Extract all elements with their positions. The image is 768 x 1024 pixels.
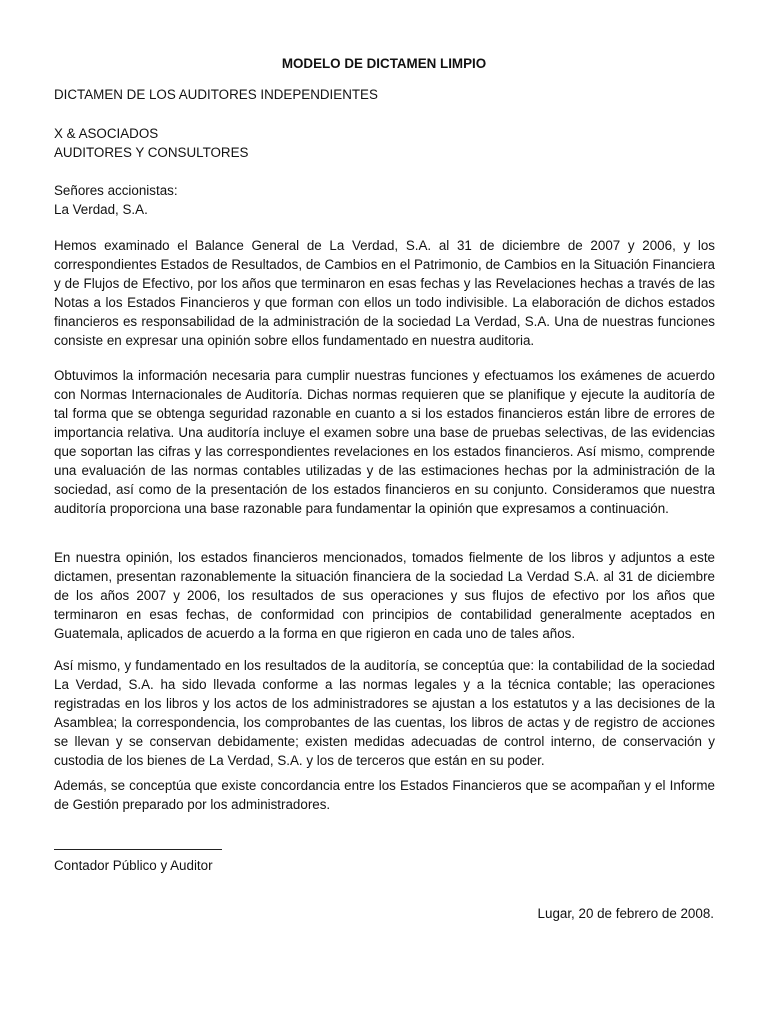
firm-type: AUDITORES Y CONSULTORES [54, 145, 249, 160]
document-title: MODELO DE DICTAMEN LIMPIO [281, 56, 487, 71]
report-heading: DICTAMEN DE LOS AUDITORES INDEPENDIENTES [54, 87, 378, 102]
paragraph-opinion: En nuestra opinión, los estados financieros mencionados, tomados fielmente de los libros y adjuntos a este dictamen, presentan razonablemente la situación financiera de la sociedad La Verdad S.A. al 31 de diciembre de los años 2007 y 2006, los resultados de sus operaciones y sus flujos de efectivo por los años que terminaron en esas fechas, de conformidad con principios de contabilidad generalmente aceptados en Guatemala, aplicados de acuerdo a la forma en que rigieron en cada uno de tales años. [54, 550, 715, 641]
paragraph-concordance: Además, se conceptúa que existe concordancia entre los Estados Financieros que se acompañan y el Informe de Gestión preparado por los administradores. [54, 778, 715, 812]
signature-line [54, 849, 222, 850]
paragraph-examination: Hemos examinado el Balance General de La Verdad, S.A. al 31 de diciembre de 2007 y 2006, y los correspondientes Estados de Resultados, de Cambios en el Patrimonio, de Cambios en la Situación Financiera y de Flujos de Efectivo, por los años que terminaron en esas fechas y las Revelaciones hechas a través de las Notas a los Estados Financieros y que forman con ellos un todo indivisible. La elaboración de dichos estados financieros es responsabilidad de la administración de la sociedad La Verdad, S.A. Una de nuestras funciones consiste en expresar una opinión sobre ellos fundamentado en nuestra auditoria. [54, 238, 715, 348]
paragraph-scope: Obtuvimos la información necesaria para cumplir nuestras funciones y efectuamos los exámenes de acuerdo con Normas Internacionales de Auditoría. Dichas normas requieren que se planifique y ejecute la auditoría de tal forma que se obtenga seguridad razonable en cuanto a si los estados financieros están libre de errores de importancia relativa. Una auditoría incluye el examen sobre una base de pruebas selectivas, de las evidencias que soportan las cifras y las correspondientes revelaciones en los estados financieros. Así mismo, comprende una evaluación de las normas contables utilizadas y de las estimaciones hechas por la administración de la sociedad, así como de la presentación de los estados financieros en su conjunto. Consideramos que nuestra auditoría proporciona una base razonable para fundamentar la opinión que expresamos a continuación. [54, 368, 715, 516]
salutation: Señores accionistas: [54, 183, 178, 198]
firm-name: X & ASOCIADOS [54, 126, 159, 141]
signature-title: Contador Público y Auditor [54, 858, 213, 873]
place-date: Lugar, 20 de febrero de 2008. [537, 906, 714, 921]
paragraph-compliance: Así mismo, y fundamentado en los resultados de la auditoría, se conceptúa que: la contabilidad de la sociedad La Verdad, S.A. ha sido llevada conforme a las normas legales y a la técnica contable; las operaciones registradas en los libros y los actos de los administradores se ajustan a los estatutos y a las decisiones de la Asamblea; la correspondencia, los comprobantes de las cuentas, los libros de actas y de registro de acciones se llevan y se conservan debidamente; existen medidas adecuadas de control interno, de conservación y custodia de los bienes de La Verdad, S.A. y los de terceros que están en su poder. [54, 658, 715, 768]
company-name: La Verdad, S.A. [54, 202, 148, 217]
